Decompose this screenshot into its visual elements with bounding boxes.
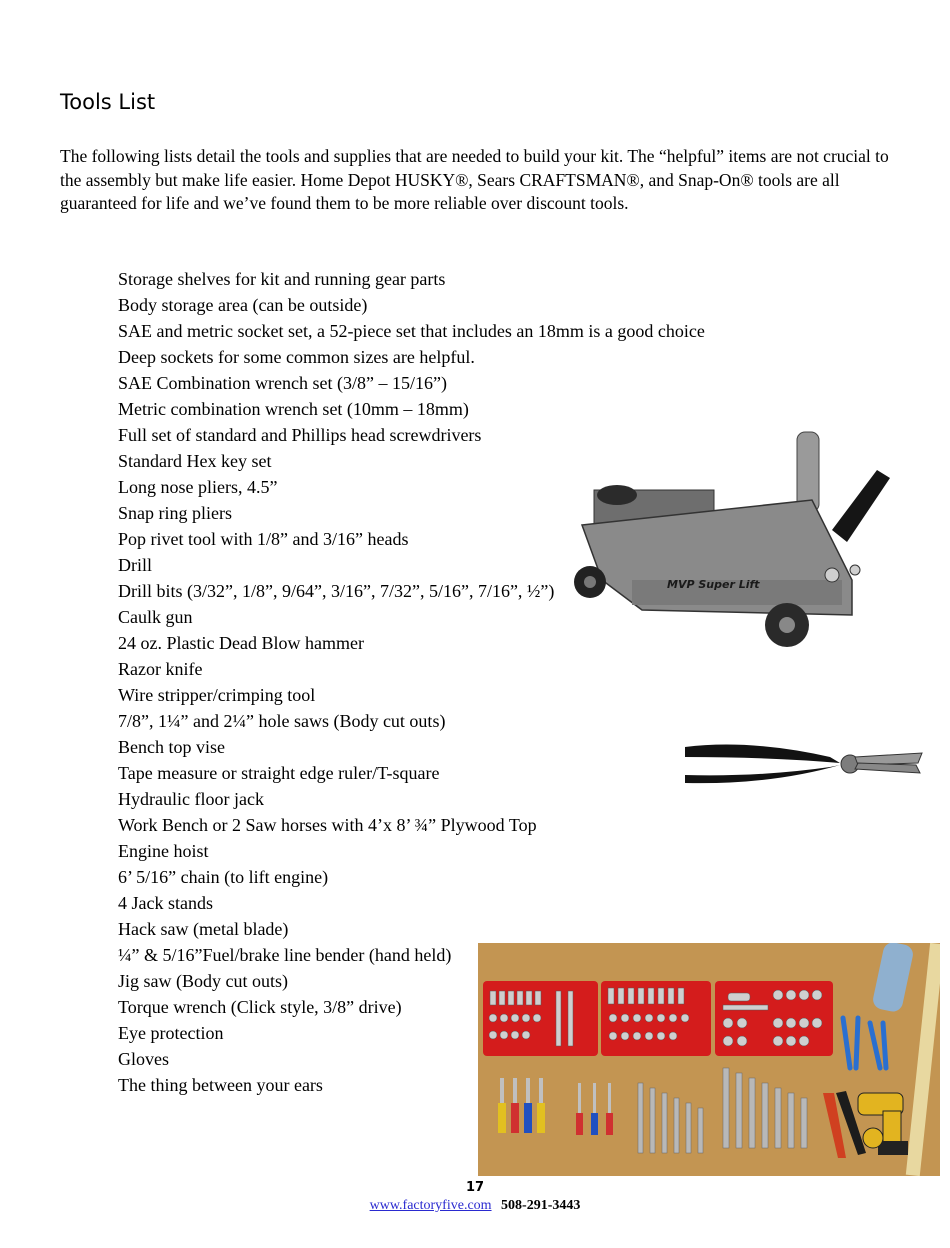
page-title: Tools List — [60, 90, 156, 114]
list-item: Storage shelves for kit and running gear parts — [118, 269, 446, 289]
list-item: 24 oz. Plastic Dead Blow hammer — [118, 633, 364, 653]
list-item: 7/8”, 1¼” and 2¼” hole saws (Body cut outs) — [118, 711, 446, 731]
toolset-photo — [478, 943, 940, 1176]
list-item: ¼” & 5/16”Fuel/brake line bender (hand held) — [118, 945, 452, 965]
list-item: Work Bench or 2 Saw horses with 4’x 8’ ¾” Plywood Top — [118, 815, 537, 835]
list-item: SAE and metric socket set, a 52-piece set that includes an 18mm is a good choice — [118, 321, 705, 341]
pliers-photo — [680, 735, 925, 790]
list-item: Snap ring pliers — [118, 503, 232, 523]
page-number: 17 — [465, 1180, 485, 1195]
list-item: Gloves — [118, 1049, 169, 1069]
list-item: Tape measure or straight edge ruler/T-square — [118, 763, 440, 783]
list-item: Body storage area (can be outside) — [118, 295, 368, 315]
list-item: 6’ 5/16” chain (to lift engine) — [118, 867, 329, 887]
list-item: Razor knife — [118, 659, 203, 679]
list-item: Drill bits (3/32”, 1/8”, 9/64”, 3/16”, 7/32”, 5/16”, 7/16”, ½”) — [118, 581, 555, 601]
list-item: Metric combination wrench set (10mm – 18mm) — [118, 399, 469, 419]
list-item: Drill — [118, 555, 152, 575]
list-item: 4 Jack stands — [118, 893, 213, 913]
list-item: Pop rivet tool with 1/8” and 3/16” heads — [118, 529, 409, 549]
list-item: Eye protection — [118, 1023, 224, 1043]
list-item: Hydraulic floor jack — [118, 789, 264, 809]
list-item: The thing between your ears — [118, 1075, 323, 1095]
intro-paragraph: The following lists detail the tools and supplies that are needed to build your kit. The “helpful” items are not crucial to the assembly but make life easier. Home Depot HUSKY®, Sears CRAFTSMAN®, and Snap-On® tools are all guaranteed for life and we’ve found them to be more reliable over discount tools. — [60, 146, 889, 213]
floor-jack-photo — [572, 430, 922, 655]
list-item: Engine hoist — [118, 841, 209, 861]
jack-brand-label: MVP Super Lift — [667, 578, 760, 591]
list-item: Hack saw (metal blade) — [118, 919, 289, 939]
list-item: Long nose pliers, 4.5” — [118, 477, 278, 497]
footer — [0, 1198, 950, 1214]
list-item: Torque wrench (Click style, 3/8” drive) — [118, 997, 402, 1017]
list-item: Caulk gun — [118, 607, 193, 627]
phone-number: 508-291-3443 — [501, 1198, 581, 1213]
list-item: Wire stripper/crimping tool — [118, 685, 316, 705]
list-item: Standard Hex key set — [118, 451, 272, 471]
list-item: Full set of standard and Phillips head screwdrivers — [118, 425, 482, 445]
list-item: Bench top vise — [118, 737, 225, 757]
website-link[interactable]: www.factoryfive.com — [369, 1198, 492, 1213]
list-item: Jig saw (Body cut outs) — [118, 971, 288, 991]
list-item: Deep sockets for some common sizes are helpful. — [118, 347, 475, 367]
list-item: SAE Combination wrench set (3/8” – 15/16”) — [118, 373, 447, 393]
